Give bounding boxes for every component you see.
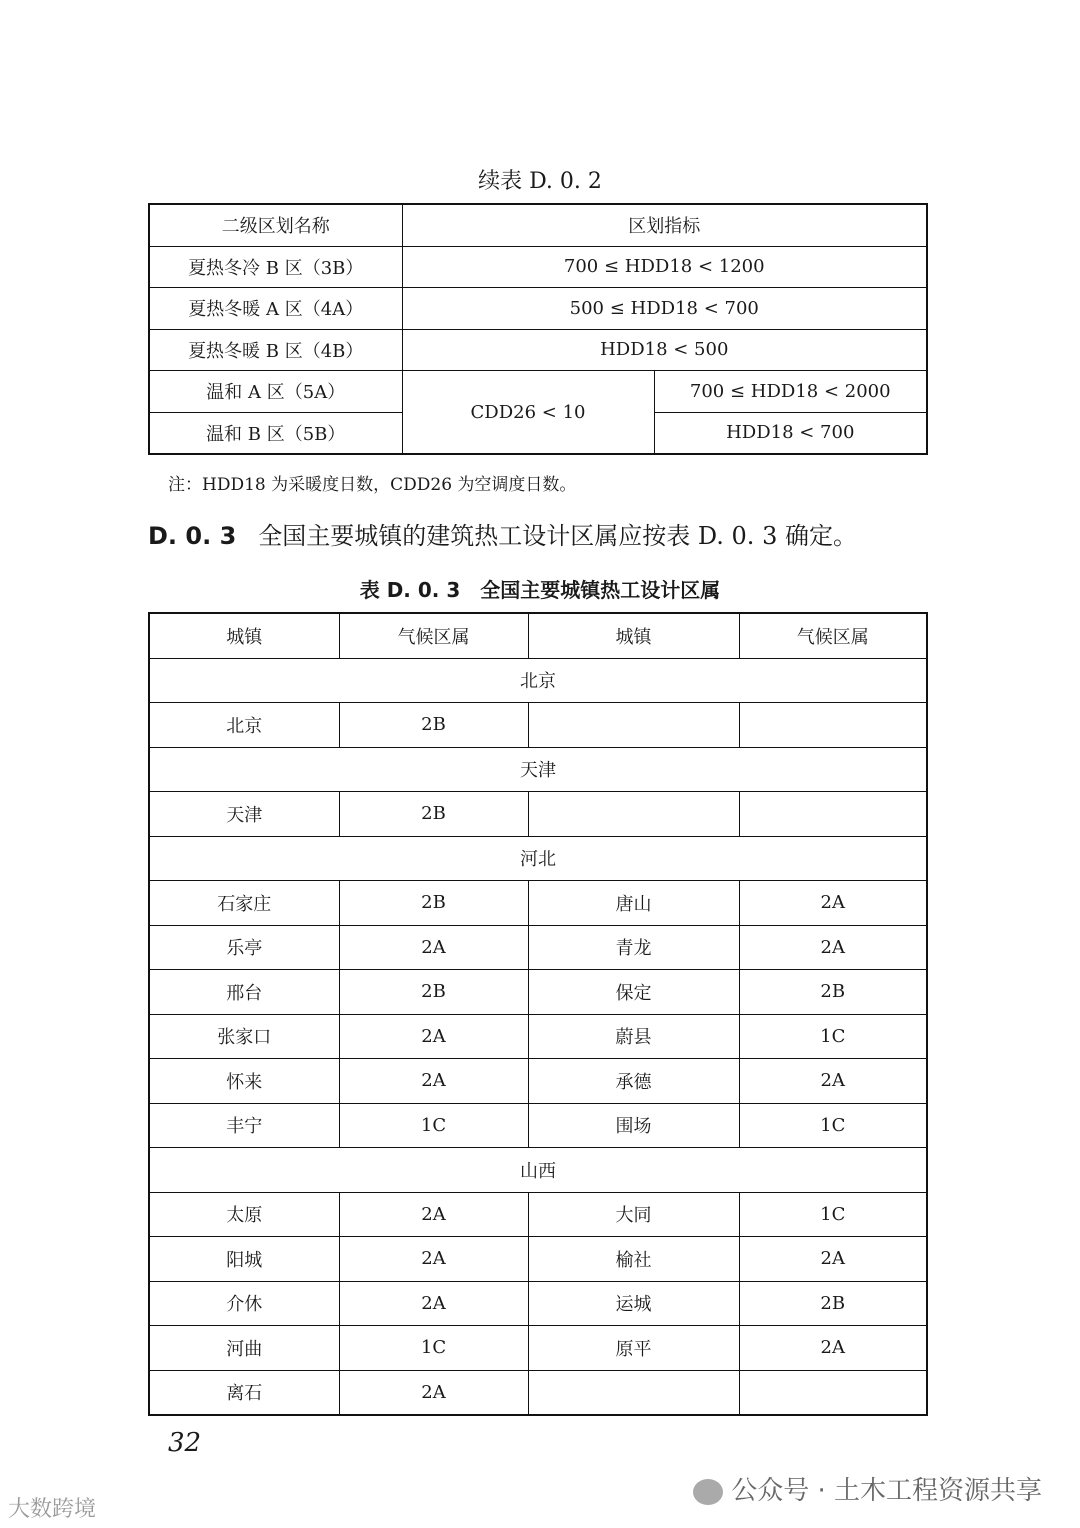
- table-row: [149, 970, 927, 1015]
- table-header-row: [149, 204, 927, 246]
- zone-name: 夏热冬冷 B 区（3B）: [149, 246, 402, 288]
- zone-cell: [739, 792, 927, 837]
- city-cell: 围场: [528, 1103, 739, 1148]
- zone-name: 温和 A 区（5A）: [149, 371, 402, 413]
- zone-cell: 2A: [339, 925, 528, 970]
- watermark-right-text: 公众号 · 土木工程资源共享: [731, 1476, 1042, 1506]
- zone-cell: 2A: [739, 925, 927, 970]
- zone-name: 温和 B 区（5B）: [149, 412, 402, 454]
- zone-index-sub: HDD18 < 700: [654, 412, 927, 454]
- header-city: 城镇: [149, 613, 339, 658]
- zone-index-table: [148, 203, 928, 455]
- city-cell: 原平: [528, 1326, 739, 1371]
- city-cell: 太原: [149, 1192, 339, 1237]
- zone-cell: 1C: [739, 1103, 927, 1148]
- region-name: 河北: [149, 836, 927, 881]
- zone-cell: 1C: [739, 1192, 927, 1237]
- table-row: [149, 792, 927, 837]
- header-zone: 气候区属: [339, 613, 528, 658]
- region-name: 天津: [149, 747, 927, 792]
- page-number: 32: [168, 1428, 202, 1458]
- zone-cell: [739, 1370, 927, 1415]
- zone-cell: 2A: [739, 1237, 927, 1282]
- table-row: [149, 1059, 927, 1104]
- city-cell: 唐山: [528, 881, 739, 926]
- table-row: [149, 703, 927, 748]
- header-zone-index: 区划指标: [402, 204, 927, 246]
- region-row: [149, 1148, 927, 1193]
- header-zone: 气候区属: [739, 613, 927, 658]
- city-cell: 邢台: [149, 970, 339, 1015]
- zone-cell: 2B: [739, 1281, 927, 1326]
- table-header-row: [149, 613, 927, 658]
- city-cell: 北京: [149, 703, 339, 748]
- city-cell: 承德: [528, 1059, 739, 1104]
- table-row: [149, 881, 927, 926]
- zone-name: 夏热冬暖 A 区（4A）: [149, 288, 402, 330]
- zone-cell: 2A: [339, 1059, 528, 1104]
- table-row: [149, 1281, 927, 1326]
- zone-index: 500 ≤ HDD18 < 700: [402, 288, 927, 330]
- table2-caption: 表 D. 0. 3 全国主要城镇热工设计区属: [359, 578, 721, 602]
- zone-cell: 2A: [739, 1326, 927, 1371]
- city-zone-body: [149, 658, 927, 1415]
- city-cell: 乐亭: [149, 925, 339, 970]
- table-row: [149, 1326, 927, 1371]
- region-row: [149, 747, 927, 792]
- city-cell: 大同: [528, 1192, 739, 1237]
- zone-cell: 2B: [339, 792, 528, 837]
- table-row: [149, 925, 927, 970]
- table-row: [149, 1014, 927, 1059]
- city-cell: 丰宁: [149, 1103, 339, 1148]
- city-zone-table: [148, 612, 928, 1416]
- clause-number: D. 0. 3: [148, 522, 237, 550]
- table-row: [149, 246, 927, 288]
- city-cell: [528, 792, 739, 837]
- zone-cell: 2A: [739, 1059, 927, 1104]
- city-cell: 阳城: [149, 1237, 339, 1282]
- zone-cell: 1C: [739, 1014, 927, 1059]
- zone-cell: 2B: [739, 970, 927, 1015]
- zone-cell: 2A: [339, 1370, 528, 1415]
- zone-cell: 2A: [339, 1237, 528, 1282]
- header-city: 城镇: [528, 613, 739, 658]
- region-row: [149, 836, 927, 881]
- zone-index-sub: 700 ≤ HDD18 < 2000: [654, 371, 927, 413]
- city-cell: [528, 703, 739, 748]
- watermark-left: [8, 1492, 96, 1523]
- wechat-icon: [693, 1479, 723, 1505]
- region-name: 山西: [149, 1148, 927, 1193]
- table-row: [149, 1370, 927, 1415]
- clause: [148, 516, 857, 551]
- zone-cell: 2B: [339, 703, 528, 748]
- zone-cell: 1C: [339, 1103, 528, 1148]
- table1-caption: 续表 D. 0. 2: [478, 169, 602, 194]
- table-row: [149, 1192, 927, 1237]
- zone-cell: 2A: [739, 881, 927, 926]
- city-cell: 天津: [149, 792, 339, 837]
- city-cell: 河曲: [149, 1326, 339, 1371]
- zone-cell: 2A: [339, 1281, 528, 1326]
- zone-index: 700 ≤ HDD18 < 1200: [402, 246, 927, 288]
- table-row: [149, 371, 927, 413]
- city-cell: 怀来: [149, 1059, 339, 1104]
- city-cell: 运城: [528, 1281, 739, 1326]
- clause-text: 全国主要城镇的建筑热工设计区属应按表 D. 0. 3 确定。: [258, 522, 857, 550]
- city-cell: 介休: [149, 1281, 339, 1326]
- zone-cell: 2A: [339, 1014, 528, 1059]
- table-row: [149, 329, 927, 371]
- city-cell: 保定: [528, 970, 739, 1015]
- zone-cell: [739, 703, 927, 748]
- zone-cell: 2B: [339, 881, 528, 926]
- zone-index-shared: CDD26 < 10: [402, 371, 654, 455]
- region-name: 北京: [149, 658, 927, 703]
- table1-note: 注：HDD18 为采暖度日数，CDD26 为空调度日数。: [168, 475, 577, 495]
- city-cell: 青龙: [528, 925, 739, 970]
- zone-cell: 1C: [339, 1326, 528, 1371]
- city-cell: 离石: [149, 1370, 339, 1415]
- city-cell: 张家口: [149, 1014, 339, 1059]
- region-row: [149, 658, 927, 703]
- city-cell: 蔚县: [528, 1014, 739, 1059]
- city-cell: 石家庄: [149, 881, 339, 926]
- zone-index: HDD18 < 500: [402, 329, 927, 371]
- header-zone-name: 二级区划名称: [149, 204, 402, 246]
- zone-cell: 2A: [339, 1192, 528, 1237]
- table-row: [149, 1237, 927, 1282]
- table-row: [149, 1103, 927, 1148]
- city-cell: 榆社: [528, 1237, 739, 1282]
- watermark-left-text: 大数跨境: [8, 1497, 97, 1522]
- city-cell: [528, 1370, 739, 1415]
- table-row: [149, 288, 927, 330]
- zone-name: 夏热冬暖 B 区（4B）: [149, 329, 402, 371]
- zone-cell: 2B: [339, 970, 528, 1015]
- watermark-right: [693, 1470, 1042, 1507]
